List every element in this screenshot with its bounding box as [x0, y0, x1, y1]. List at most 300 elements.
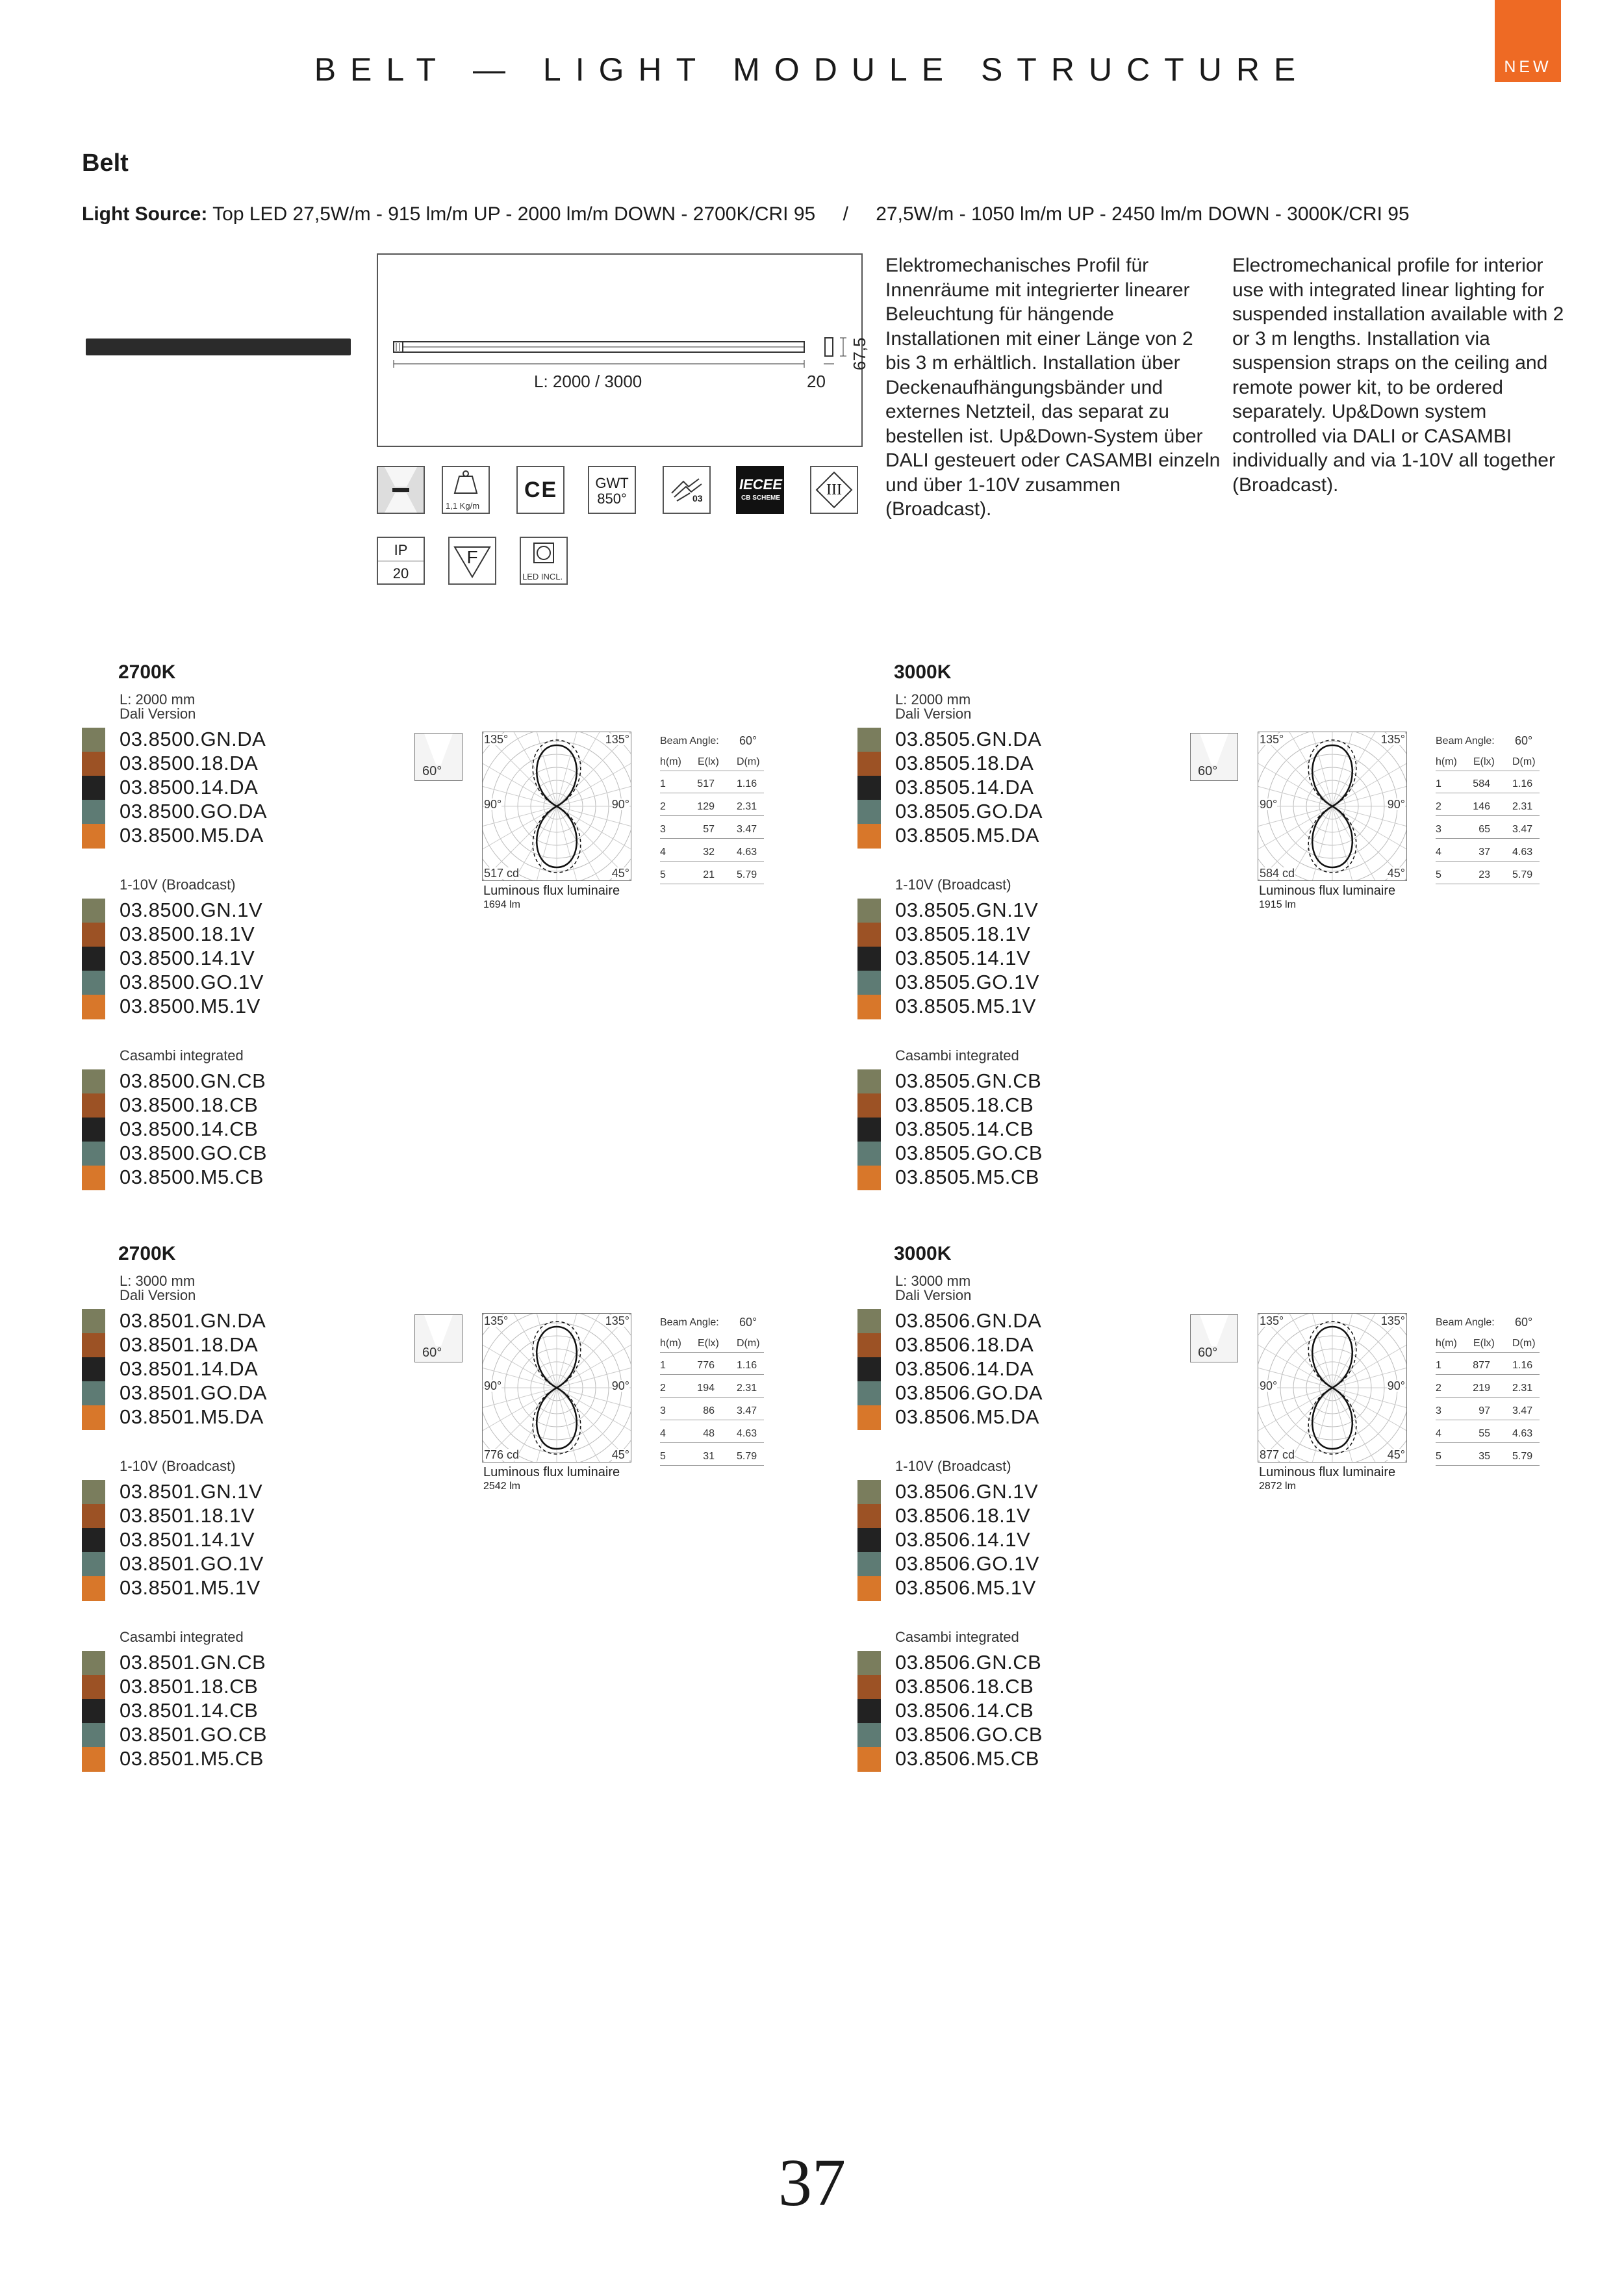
product-code: 03.8500.GN.DA	[120, 728, 266, 750]
finish-swatch-14	[857, 947, 881, 971]
finish-swatch-M5	[857, 824, 881, 849]
angle-label-ml: 90°	[484, 798, 502, 811]
led-included-icon	[520, 537, 568, 585]
product-code-row	[857, 728, 1169, 752]
beam-angle-header	[1436, 734, 1540, 748]
variant-block	[857, 1243, 1572, 1802]
product-code-row	[857, 1093, 1169, 1118]
product-code-row	[82, 1699, 394, 1724]
table-row	[1436, 1405, 1540, 1420]
product-code: 03.8506.M5.1V	[895, 1576, 1036, 1599]
product-code-row	[857, 1118, 1169, 1142]
light-source-separator: /	[843, 203, 848, 225]
iecee-cb-icon	[736, 466, 784, 514]
product-code: 03.8506.GO.DA	[895, 1381, 1043, 1404]
table-cell: 48	[703, 1428, 715, 1439]
product-code: 03.8505.M5.CB	[895, 1166, 1039, 1188]
light-source-label: Light Source:	[82, 203, 208, 225]
product-code: 03.8506.GO.CB	[895, 1723, 1043, 1746]
angle-label-ml: 90°	[484, 1379, 502, 1392]
table-column-header: h(m)	[660, 1338, 681, 1349]
table-row	[660, 778, 764, 793]
ip-rating-icon	[377, 537, 425, 585]
product-code: 03.8501.GN.1V	[120, 1480, 263, 1503]
color-temperature: 2700K	[118, 1243, 176, 1264]
product-code-row	[857, 1142, 1169, 1166]
ip-label: IP	[394, 542, 408, 558]
table-cell: 35	[1478, 1451, 1490, 1462]
product-code: 03.8506.14.1V	[895, 1528, 1031, 1551]
beam-angle-value: 60°	[422, 1346, 442, 1360]
variant-block	[82, 661, 796, 1220]
table-cell: 219	[1473, 1383, 1490, 1394]
candela-label: 776 cd	[484, 1448, 520, 1461]
product-code-row	[857, 1576, 1169, 1601]
product-code-row	[82, 923, 394, 947]
product-code-row	[82, 1093, 394, 1118]
table-cell: 4.63	[1512, 1428, 1533, 1439]
table-row	[1436, 847, 1540, 862]
photometric-table	[1436, 734, 1540, 890]
table-cell: 2.31	[737, 801, 757, 812]
table-cell: 776	[697, 1360, 715, 1371]
product-code-row	[857, 800, 1169, 824]
table-header	[660, 756, 764, 771]
polar-diagram	[482, 1313, 631, 1463]
ce-mark-icon	[516, 466, 565, 514]
control-type-label: 1-10V (Broadcast)	[895, 876, 1011, 893]
product-code: 03.8501.GO.CB	[120, 1723, 268, 1746]
profile-image	[86, 339, 351, 355]
finish-swatch-18	[82, 1504, 105, 1529]
product-code: 03.8500.GO.DA	[120, 800, 268, 823]
length-label: L: 3000 mm	[895, 1273, 971, 1289]
finish-swatch-M5	[82, 1747, 105, 1772]
angle-label-mr: 90°	[611, 798, 629, 811]
product-code-row	[82, 1333, 394, 1358]
product-code-row	[82, 1069, 394, 1094]
product-code: 03.8506.M5.CB	[895, 1747, 1039, 1770]
product-code-row	[857, 1166, 1169, 1190]
finish-swatch-GN	[857, 899, 881, 923]
finish-swatch-GN	[857, 1069, 881, 1094]
product-code-row	[82, 971, 394, 995]
product-code-row	[857, 1480, 1169, 1505]
product-code-row	[857, 776, 1169, 800]
table-header	[1436, 756, 1540, 771]
product-code: 03.8505.18.CB	[895, 1093, 1034, 1116]
product-code: 03.8506.GN.CB	[895, 1651, 1042, 1674]
product-code: 03.8506.14.DA	[895, 1357, 1034, 1380]
table-cell: 2	[1436, 801, 1441, 812]
table-cell: 146	[1473, 801, 1490, 812]
table-cell: 23	[1478, 869, 1490, 880]
table-cell: 31	[703, 1451, 715, 1462]
product-code: 03.8501.GO.1V	[120, 1552, 264, 1575]
table-cell: 5.79	[737, 869, 757, 880]
technical-drawing	[377, 253, 869, 447]
table-cell: 877	[1473, 1360, 1490, 1371]
finish-swatch-M5	[82, 995, 105, 1019]
length-dimension: L: 2000 / 3000	[534, 372, 642, 391]
angle-label-tr: 135°	[1380, 733, 1405, 746]
table-row	[660, 1383, 764, 1398]
product-code: 03.8505.18.DA	[895, 752, 1034, 774]
product-code: 03.8500.14.1V	[120, 947, 255, 969]
finish-swatch-GO	[82, 1142, 105, 1166]
table-cell: 2	[660, 801, 666, 812]
table-header	[1436, 1338, 1540, 1353]
table-row	[1436, 778, 1540, 793]
table-cell: 3.47	[1512, 824, 1533, 835]
product-code-row	[82, 1651, 394, 1676]
table-column-header: D(m)	[737, 756, 760, 767]
photometric-table	[660, 734, 764, 890]
product-code: 03.8506.GN.1V	[895, 1480, 1039, 1503]
f-mark-icon	[448, 537, 496, 585]
table-cell: 2.31	[737, 1383, 757, 1394]
finish-swatch-GN	[82, 899, 105, 923]
table-cell: 32	[703, 847, 715, 858]
iecee-label: IECEE	[739, 476, 783, 492]
table-cell: 3	[660, 1405, 666, 1416]
table-cell: 5.79	[1512, 1451, 1533, 1462]
product-title: Belt	[82, 149, 129, 177]
product-code: 03.8500.M5.1V	[120, 995, 260, 1017]
finish-swatch-M5	[82, 1166, 105, 1190]
finish-swatch-GN	[857, 1309, 881, 1334]
product-code-row	[857, 752, 1169, 776]
product-code-row	[857, 1504, 1169, 1529]
table-cell: 5	[660, 1451, 666, 1462]
table-cell: 517	[697, 778, 715, 789]
table-row	[1436, 1360, 1540, 1375]
angle-label-tr: 135°	[605, 733, 629, 746]
description-german: Elektromechanisches Profil für Innenräume mit integrierter linearer Beleuchtung für hängende Installationen mit einer Länge von 2 bis 3 m erhältlich. Installation über Deckenaufhängungsbänder und externes Netzteil, das separat zu bestellen ist. Up&Down-System über DALI gesteuert oder CASAMBI einzeln und über 1-10V zusammen (Broadcast).	[885, 255, 1221, 520]
finish-swatch-M5	[82, 1576, 105, 1601]
finish-swatch-M5	[857, 995, 881, 1019]
product-code: 03.8505.14.CB	[895, 1118, 1034, 1140]
finish-swatch-GN	[857, 1651, 881, 1676]
finish-swatch-18	[82, 1093, 105, 1118]
product-code: 03.8501.14.CB	[120, 1699, 259, 1722]
finish-swatch-14	[82, 776, 105, 800]
table-cell: 2.31	[1512, 1383, 1533, 1394]
table-row	[660, 1405, 764, 1420]
table-cell: 1.16	[1512, 1360, 1533, 1371]
product-code-row	[857, 1651, 1169, 1676]
weight-value: 1,1 Kg/m	[446, 501, 480, 511]
length-label: L: 2000 mm	[895, 691, 971, 708]
control-type-label: Dali Version	[120, 706, 196, 722]
angle-label-mr: 90°	[1387, 798, 1405, 811]
product-code-row	[857, 1723, 1169, 1748]
angle-label-br: 45°	[611, 867, 629, 880]
ce-mark-label: CE	[524, 478, 558, 502]
table-cell: 3.47	[737, 1405, 757, 1416]
table-row	[1436, 1383, 1540, 1398]
finish-swatch-14	[82, 1699, 105, 1724]
product-code: 03.8501.14.1V	[120, 1528, 255, 1551]
table-cell: 97	[1478, 1405, 1490, 1416]
led-included-label: LED INCL.	[522, 572, 563, 581]
candela-label: 584 cd	[1260, 867, 1295, 880]
table-column-header: D(m)	[1512, 1338, 1536, 1349]
beam-angle-header	[660, 1316, 764, 1330]
luminous-flux-value: 1915 lm	[1259, 899, 1296, 910]
control-type-label: Dali Version	[895, 1287, 972, 1303]
product-code-row	[857, 1333, 1169, 1358]
table-cell: 4.63	[1512, 847, 1533, 858]
control-type-label: 1-10V (Broadcast)	[120, 876, 236, 893]
product-code-row	[82, 1166, 394, 1190]
finish-swatch-GO	[857, 1142, 881, 1166]
table-cell: 2	[660, 1383, 666, 1394]
product-code-row	[82, 899, 394, 923]
control-type-label: Dali Version	[895, 706, 972, 722]
product-code: 03.8505.GN.CB	[895, 1069, 1042, 1092]
product-code: 03.8506.18.CB	[895, 1675, 1034, 1698]
beam-angle-caption: Beam Angle:	[660, 1317, 719, 1328]
finish-swatch-18	[82, 752, 105, 776]
finish-swatch-GN	[857, 1480, 881, 1505]
product-code-row	[82, 1405, 394, 1430]
table-cell: 65	[1478, 824, 1490, 835]
table-column-header: h(m)	[1436, 756, 1457, 767]
product-code-row	[82, 1480, 394, 1505]
product-code-row	[82, 1504, 394, 1529]
product-code-row	[857, 995, 1169, 1019]
finish-swatch-GN	[857, 728, 881, 752]
product-code: 03.8500.GN.CB	[120, 1069, 266, 1092]
finish-swatch-GN	[82, 1069, 105, 1094]
luminous-flux-value: 2542 lm	[483, 1481, 520, 1492]
protection-class-icon	[810, 466, 858, 514]
product-code: 03.8505.18.1V	[895, 923, 1031, 945]
table-row	[660, 847, 764, 862]
angle-label-mr: 90°	[611, 1379, 629, 1392]
table-cell: 5	[1436, 1451, 1441, 1462]
table-cell: 5.79	[737, 1451, 757, 1462]
product-code-row	[857, 923, 1169, 947]
table-row	[1436, 1428, 1540, 1443]
photometric-table	[1436, 1316, 1540, 1472]
finish-swatch-M5	[82, 824, 105, 849]
product-code: 03.8506.18.DA	[895, 1333, 1034, 1356]
beam-angle-number: 60°	[1515, 1316, 1533, 1329]
product-code: 03.8500.GO.1V	[120, 971, 264, 993]
product-code-row	[857, 971, 1169, 995]
gwt-label: GWT	[595, 475, 629, 491]
beam-angle-number: 60°	[739, 734, 757, 747]
finish-swatch-14	[857, 1357, 881, 1382]
polar-diagram	[1258, 1313, 1407, 1463]
description-english: Electromechanical profile for interior use with integrated linear lighting for suspended installation available with 2 or 3 m lengths. Installation via suspension straps on the ceiling and remote power kit, to be ordered separately. Up&Down system controlled via DALI or CASAMBI individually and via 1-10V all together (Broadcast).	[1232, 255, 1564, 496]
table-row	[1436, 801, 1540, 816]
table-row	[660, 1428, 764, 1443]
product-code-row	[82, 1381, 394, 1406]
product-code: 03.8500.GN.1V	[120, 899, 263, 921]
table-cell: 5.79	[1512, 869, 1533, 880]
up-down-light-icon	[377, 466, 425, 514]
table-cell: 37	[1478, 847, 1490, 858]
control-type-label: Casambi integrated	[120, 1047, 244, 1064]
product-code-row	[857, 947, 1169, 971]
table-cell: 4.63	[737, 1428, 757, 1439]
product-code: 03.8501.GN.DA	[120, 1309, 266, 1332]
product-code: 03.8500.14.CB	[120, 1118, 259, 1140]
table-row	[660, 869, 764, 884]
table-cell: 4.63	[737, 847, 757, 858]
table-cell: 1	[1436, 1360, 1441, 1371]
control-type-label: 1-10V (Broadcast)	[895, 1458, 1011, 1474]
product-code: 03.8505.14.1V	[895, 947, 1031, 969]
product-code: 03.8501.18.1V	[120, 1504, 255, 1527]
table-row	[660, 1360, 764, 1375]
angle-label-tl: 135°	[1260, 1314, 1284, 1327]
product-code-row	[82, 1118, 394, 1142]
finish-swatch-14	[82, 1528, 105, 1553]
table-row	[660, 1451, 764, 1466]
product-code: 03.8506.GO.1V	[895, 1552, 1039, 1575]
product-code-row	[82, 1576, 394, 1601]
new-badge-label: NEW	[1504, 58, 1552, 76]
table-cell: 4	[1436, 1428, 1441, 1439]
gwt-value: 850°	[597, 491, 627, 507]
table-cell: 1	[660, 1360, 666, 1371]
finish-swatch-14	[857, 1118, 881, 1142]
luminous-flux-label: Luminous flux luminaire	[483, 1465, 620, 1479]
table-column-header: E(lx)	[1473, 756, 1495, 767]
finish-swatch-18	[857, 1504, 881, 1529]
luminous-flux-label: Luminous flux luminaire	[1259, 884, 1396, 898]
product-code-row	[857, 1675, 1169, 1700]
width-dimension: 20	[807, 372, 826, 391]
finish-swatch-GO	[857, 971, 881, 995]
finish-swatch-18	[857, 1333, 881, 1358]
table-cell: 4	[1436, 847, 1441, 858]
beam-angle-number: 60°	[1515, 734, 1533, 747]
gwt-icon	[588, 466, 636, 514]
product-code: 03.8501.M5.CB	[120, 1747, 264, 1770]
product-code: 03.8505.14.DA	[895, 776, 1034, 798]
table-cell: 3.47	[1512, 1405, 1533, 1416]
product-code: 03.8500.M5.CB	[120, 1166, 264, 1188]
ip-value: 20	[392, 565, 409, 581]
candela-label: 877 cd	[1260, 1448, 1295, 1461]
table-cell: 1.16	[737, 1360, 757, 1371]
product-code: 03.8505.M5.DA	[895, 824, 1039, 847]
table-cell: 5	[660, 869, 666, 880]
product-code: 03.8501.14.DA	[120, 1357, 259, 1380]
table-column-header: h(m)	[1436, 1338, 1457, 1349]
product-code: 03.8500.18.CB	[120, 1093, 259, 1116]
photometric-table	[660, 1316, 764, 1472]
product-code-row	[857, 1357, 1169, 1382]
table-column-header: D(m)	[737, 1338, 760, 1349]
product-code: 03.8505.GO.DA	[895, 800, 1043, 823]
beam-angle-value: 60°	[1198, 764, 1218, 778]
product-code-row	[82, 800, 394, 824]
table-cell: 57	[703, 824, 715, 835]
product-code: 03.8506.14.CB	[895, 1699, 1034, 1722]
polar-diagram	[1258, 732, 1407, 881]
table-cell: 1.16	[737, 778, 757, 789]
light-source-3000k: 27,5W/m - 1050 lm/m UP - 2450 lm/m DOWN - 3000K/CRI 95	[876, 203, 1410, 225]
finish-swatch-GO	[857, 1723, 881, 1748]
finish-swatch-GO	[857, 1381, 881, 1406]
light-source-2700k: Top LED 27,5W/m - 915 lm/m UP - 2000 lm/m DOWN - 2700K/CRI 95	[212, 203, 816, 225]
finish-swatch-GN	[82, 1309, 105, 1334]
product-code: 03.8505.GN.DA	[895, 728, 1042, 750]
product-code: 03.8505.GO.1V	[895, 971, 1039, 993]
product-code-row	[857, 1699, 1169, 1724]
product-code: 03.8500.14.DA	[120, 776, 259, 798]
finish-swatch-14	[82, 1118, 105, 1142]
product-code: 03.8500.M5.DA	[120, 824, 264, 847]
angle-label-ml: 90°	[1260, 1379, 1278, 1392]
product-code-row	[82, 1142, 394, 1166]
variant-block	[82, 1243, 796, 1802]
angle-label-ml: 90°	[1260, 798, 1278, 811]
beam-angle-caption: Beam Angle:	[1436, 1317, 1495, 1328]
finish-swatch-GO	[82, 800, 105, 824]
product-code: 03.8505.GO.CB	[895, 1142, 1043, 1164]
finish-swatch-M5	[857, 1576, 881, 1601]
angle-label-tl: 135°	[1260, 733, 1284, 746]
angle-label-br: 45°	[1387, 1448, 1405, 1461]
color-temperature: 3000K	[894, 1243, 952, 1264]
finish-swatch-GO	[82, 1723, 105, 1748]
finish-swatch-14	[82, 947, 105, 971]
finish-swatch-M5	[857, 1747, 881, 1772]
product-code: 03.8505.GN.1V	[895, 899, 1039, 921]
table-cell: 129	[697, 801, 715, 812]
product-code-row	[82, 947, 394, 971]
finish-swatch-18	[857, 1093, 881, 1118]
product-code-row	[857, 1069, 1169, 1094]
product-code: 03.8500.18.DA	[120, 752, 259, 774]
finish-swatch-18	[857, 752, 881, 776]
variant-block	[857, 661, 1572, 1220]
table-cell: 86	[703, 1405, 715, 1416]
table-header	[660, 1338, 764, 1353]
product-code-row	[82, 1357, 394, 1382]
table-column-header: E(lx)	[1473, 1338, 1495, 1349]
product-code-row	[82, 728, 394, 752]
f-mark-label: F	[466, 547, 478, 567]
table-cell: 3	[1436, 824, 1441, 835]
control-type-label: Casambi integrated	[120, 1629, 244, 1645]
luminous-flux-value: 2872 lm	[1259, 1481, 1296, 1492]
ik-value: 03	[692, 493, 703, 504]
finish-swatch-14	[857, 1528, 881, 1553]
product-code: 03.8506.M5.DA	[895, 1405, 1039, 1428]
finish-swatch-14	[857, 776, 881, 800]
angle-label-tl: 135°	[484, 1314, 509, 1327]
finish-swatch-GN	[82, 728, 105, 752]
product-code: 03.8500.GO.CB	[120, 1142, 268, 1164]
table-column-header: E(lx)	[698, 756, 719, 767]
finish-swatch-18	[82, 1333, 105, 1358]
product-code-row	[82, 1552, 394, 1577]
length-label: L: 2000 mm	[120, 691, 196, 708]
product-code: 03.8500.18.1V	[120, 923, 255, 945]
table-row	[660, 824, 764, 839]
control-type-label: Casambi integrated	[895, 1047, 1019, 1064]
color-temperature: 3000K	[894, 661, 952, 683]
finish-swatch-18	[82, 1675, 105, 1700]
